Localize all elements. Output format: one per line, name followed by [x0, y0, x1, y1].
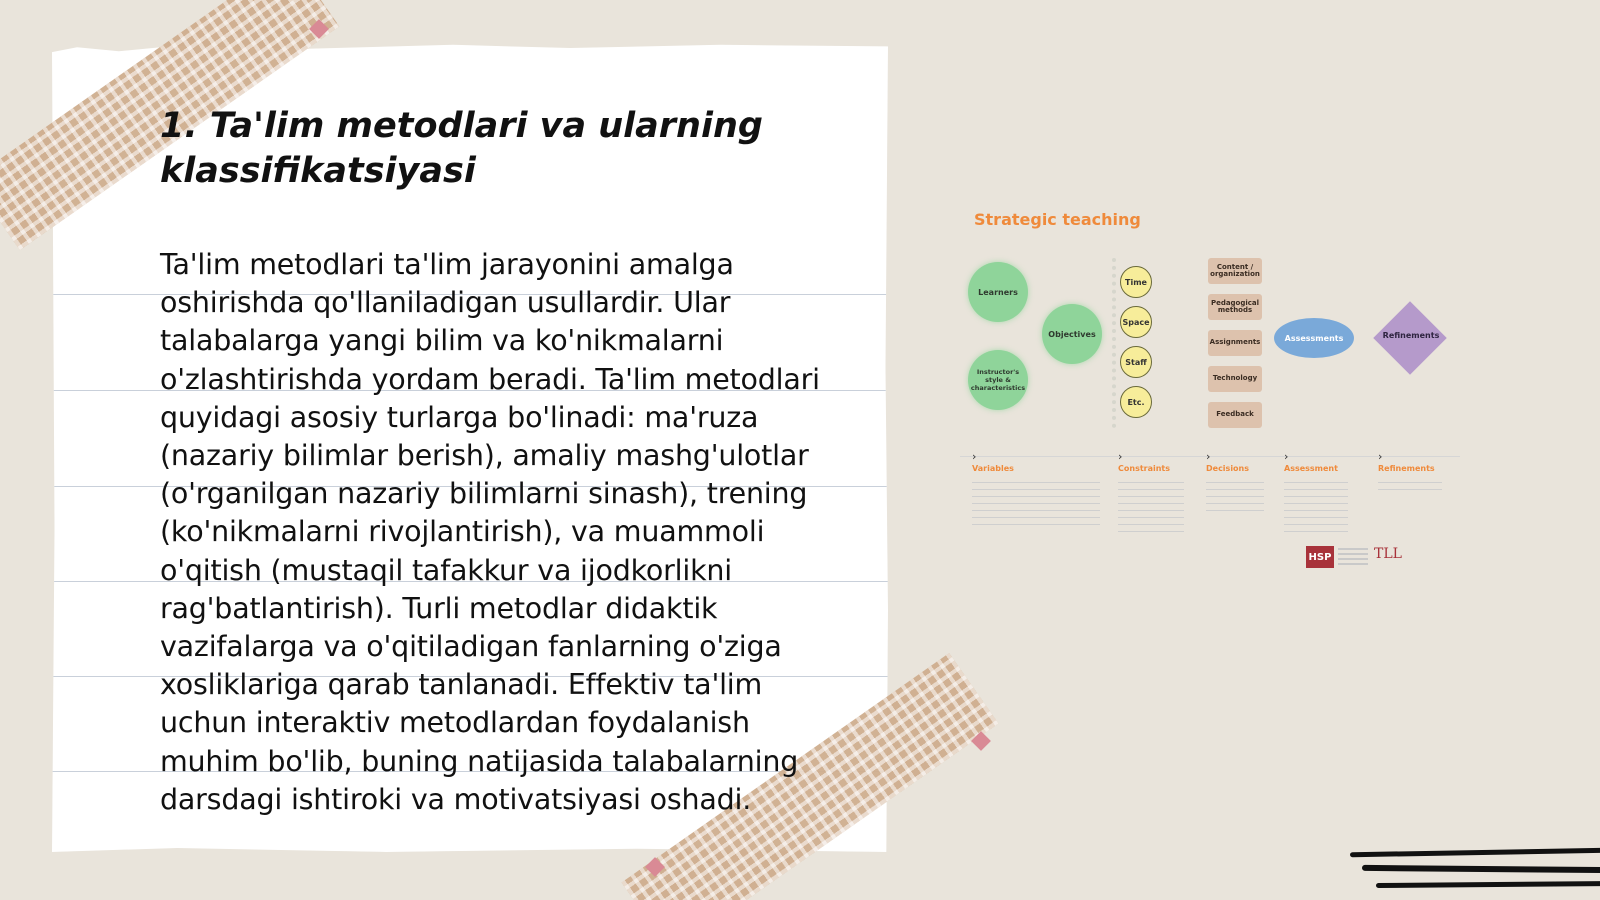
- step-refinements: Refinements: [1378, 464, 1435, 473]
- chevron-right-icon: ›: [972, 450, 977, 463]
- slide-body-text: Ta'lim metodlari ta'lim jarayonini amalga oshirishda qo'llaniladigan usullardir. Ular talabalarga yangi bilim va ko'nikmalarni o'zlashtirishda yordam beradi. Ta'lim metodlari quyidagi asosiy turlarga bo'linadi: ma'ruza (nazariy bilimlar berish), amaliy mashg'ulotlar (o'rganilgan nazariy bilimlarni sinash), trening (ko'nikmalarni rivojlantirish), va muammoli o'qitish (mustaqil tafakkur va ijodkorlikni rag'batlantirish). Turli metodlar didaktik vazifalarga va o'qitiladigan fanlarning o'ziga xosliklariga qarab tanlanadi. Effektiv ta'lim uchun interaktiv metodlardan foydalanish muhim bo'lib, buning natijasida talabalarning darsdagi ishtiroki va motivatsiyasi oshadi.: [160, 248, 820, 816]
- step-variables: Variables: [972, 464, 1014, 473]
- chevron-right-icon: ›: [1206, 450, 1211, 463]
- chevron-right-icon: ›: [1118, 450, 1123, 463]
- chevron-right-icon: ›: [1378, 450, 1383, 463]
- box-content-organization: Content / organization: [1208, 258, 1262, 284]
- node-instructor-style: Instructor's style & characteristics: [968, 350, 1028, 410]
- step-description-lines: [1118, 482, 1184, 534]
- box-technology: Technology: [1208, 366, 1262, 392]
- step-description-lines: [1284, 482, 1348, 532]
- step-description-lines: [1206, 482, 1264, 516]
- slide-title: 1. Ta'lim metodlari va ularning klassifikatsiyasi: [160, 106, 763, 191]
- infographic-title: Strategic teaching: [974, 210, 1141, 229]
- box-pedagogical-methods: Pedagogical methods: [1208, 294, 1262, 320]
- step-description-lines: [972, 482, 1100, 530]
- logo-text-lines: [1338, 548, 1368, 550]
- brush-stroke: [1350, 848, 1600, 858]
- node-assessments: Assessments: [1274, 318, 1354, 358]
- node-space: Space: [1120, 306, 1152, 338]
- node-staff: Staff: [1120, 346, 1152, 378]
- box-assignments: Assignments: [1208, 330, 1262, 356]
- step-assessment: Assessment: [1284, 464, 1338, 473]
- node-etc: Etc.: [1120, 386, 1152, 418]
- hsp-logo: HSP: [1306, 546, 1334, 568]
- chevron-right-icon: ›: [1284, 450, 1289, 463]
- brush-stroke: [1362, 865, 1600, 873]
- node-time: Time: [1120, 266, 1152, 298]
- tll-logo: TLL: [1374, 546, 1402, 562]
- node-refinements: Refinements: [1382, 331, 1440, 340]
- step-decisions: Decisions: [1206, 464, 1250, 473]
- step-description-lines: [1378, 482, 1442, 496]
- strategic-teaching-infographic: [944, 200, 1464, 600]
- brush-stroke: [1376, 881, 1600, 888]
- box-feedback: Feedback: [1208, 402, 1262, 428]
- step-constraints: Constraints: [1118, 464, 1171, 473]
- dotted-divider: [1112, 258, 1116, 428]
- node-learners: Learners: [968, 262, 1028, 322]
- node-objectives: Objectives: [1042, 304, 1102, 364]
